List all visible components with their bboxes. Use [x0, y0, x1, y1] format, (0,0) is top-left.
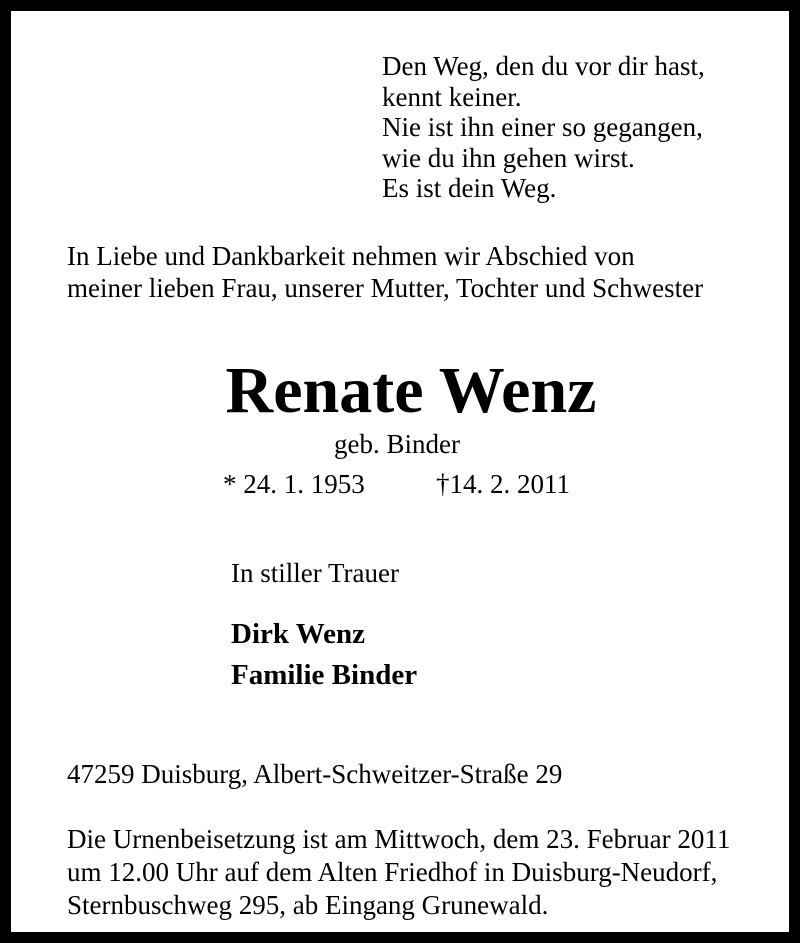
intro-line: meiner lieben Frau, unserer Mutter, Tochter und Schwester: [67, 273, 704, 303]
address: 47259 Duisburg, Albert-Schweitzer-Straße 29: [67, 759, 563, 789]
poem: [382, 51, 705, 204]
poem-line: Es ist dein Weg.: [382, 173, 557, 203]
birth-date: * 24. 1. 1953: [223, 469, 365, 499]
poem-line: wie du ihn gehen wirst.: [382, 142, 635, 173]
deceased-name: Renate Wenz: [225, 354, 597, 427]
intro-text: [67, 240, 703, 304]
burial-line: um 12.00 Uhr auf dem Alten Friedhof in Duisburg-Neudorf,: [67, 857, 718, 887]
death-date: †14. 2. 2011: [436, 469, 570, 499]
burial-line: Sternbuschweg 295, ab Eingang Grunewald.: [67, 890, 549, 920]
burial-notice: [67, 823, 730, 922]
poem-line: kennt keiner.: [382, 81, 522, 112]
poem-line: Den Weg, den du vor dir hast,: [382, 51, 705, 81]
mourner-name: Dirk Wenz: [231, 618, 365, 650]
mourning-label: In stiller Trauer: [231, 558, 399, 588]
burial-line: Die Urnenbeisetzung ist am Mittwoch, dem 23. Februar 2011: [67, 824, 731, 854]
intro-line: In Liebe und Dankbarkeit nehmen wir Abschied von: [67, 241, 635, 271]
maiden-name: geb. Binder: [334, 429, 460, 459]
mourners: [231, 614, 417, 696]
poem-line: Nie ist ihn einer so gegangen,: [382, 112, 703, 142]
mourner-name: Familie Binder: [231, 659, 418, 691]
